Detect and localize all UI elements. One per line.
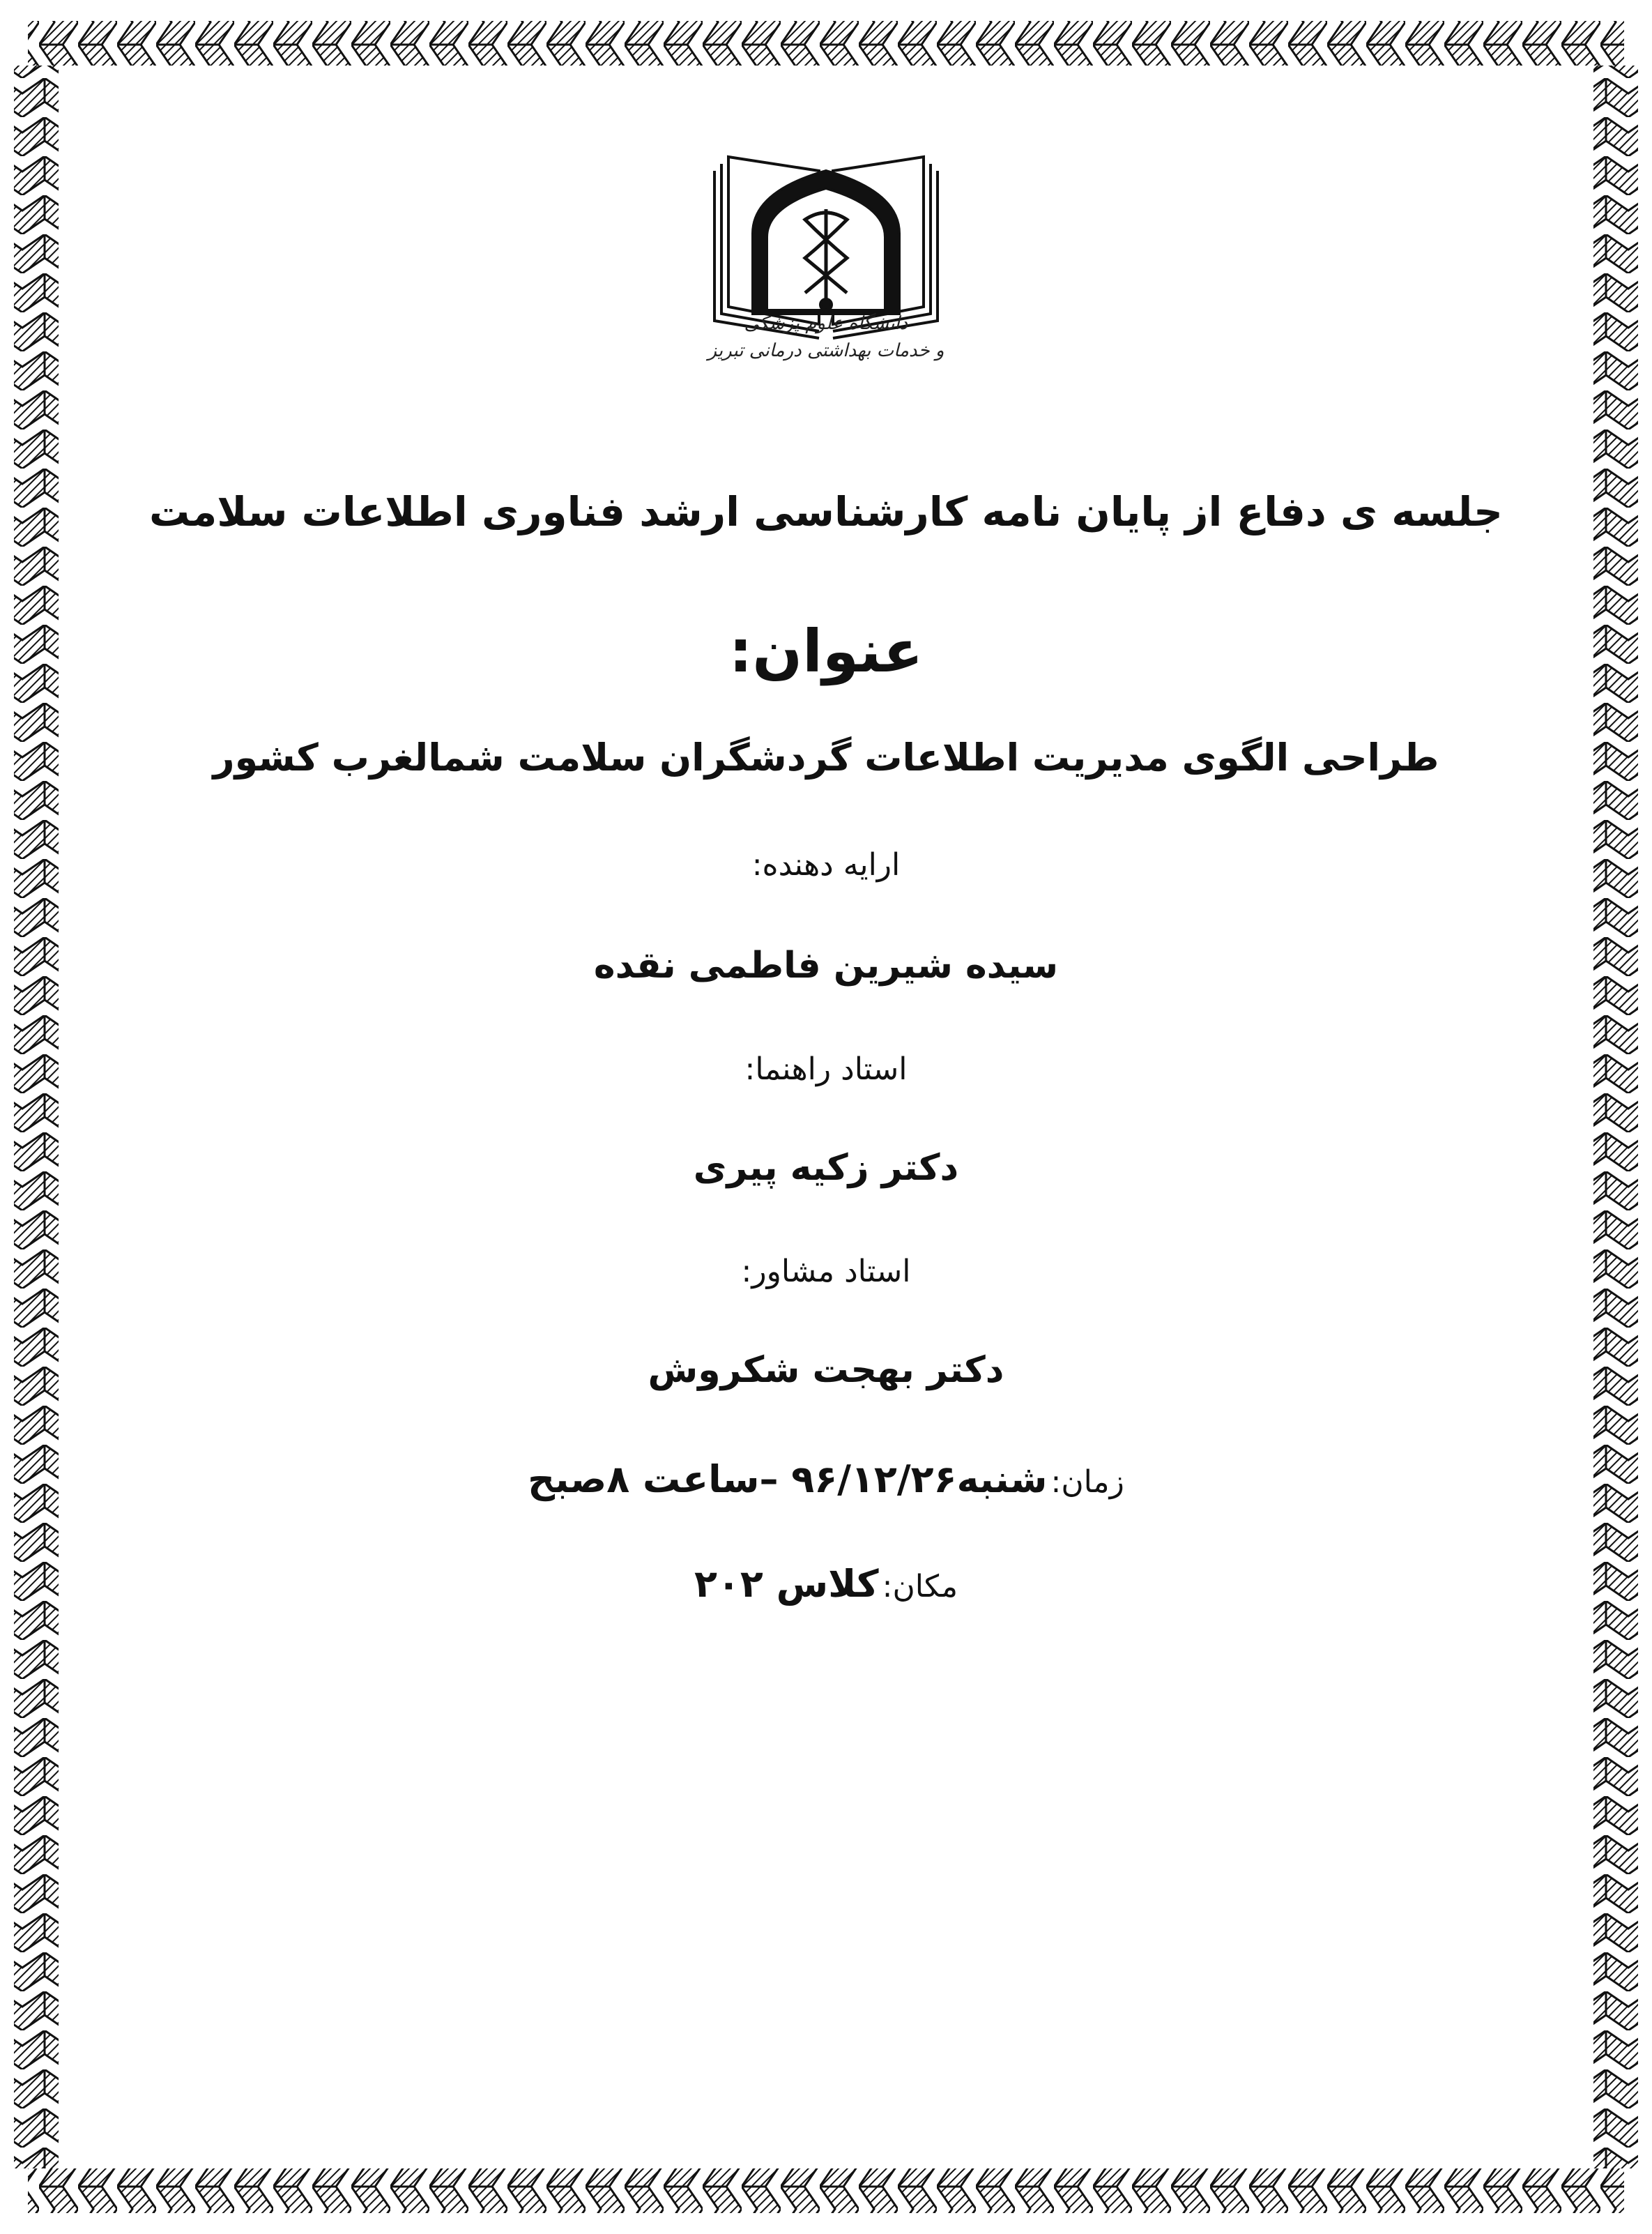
logo-caption-line1: دانشگاه علوم پزشکی [744,313,908,334]
advisor-label: استاد مشاور: [741,1254,911,1289]
section-heading: عنوان: [728,617,924,685]
time-row [0,1457,1652,1501]
logo-caption-line2: و خدمات بهداشتی درمانی تبریز [708,340,944,361]
presenter-label: ارایه دهنده: [751,847,901,883]
logo-caption [680,310,972,365]
advisor-name: دکتر بهجت شکروش [648,1349,1004,1391]
time-label: زمان: [1050,1464,1124,1500]
supervisor-name: دکتر زکیه پیری [693,1147,959,1189]
supervisor-label: استاد راهنما: [744,1051,908,1087]
thesis-subject: طراحی الگوی مدیریت اطلاعات گردشگران سلامت شمالغرب کشور [213,736,1439,780]
presenter-name: سیده شیرین فاطمی نقده [593,945,1059,987]
document-title: جلسه ی دفاع از پایان نامه کارشناسی ارشد فناوری اطلاعات سلامت [149,488,1503,535]
place-row [0,1562,1652,1606]
place-value: کلاس ۲۰۲ [694,1562,879,1606]
place-label: مکان: [882,1569,958,1604]
time-value: شنبه۹۶/۱۲/۲۶ –ساعت ۸صبح [528,1457,1048,1501]
